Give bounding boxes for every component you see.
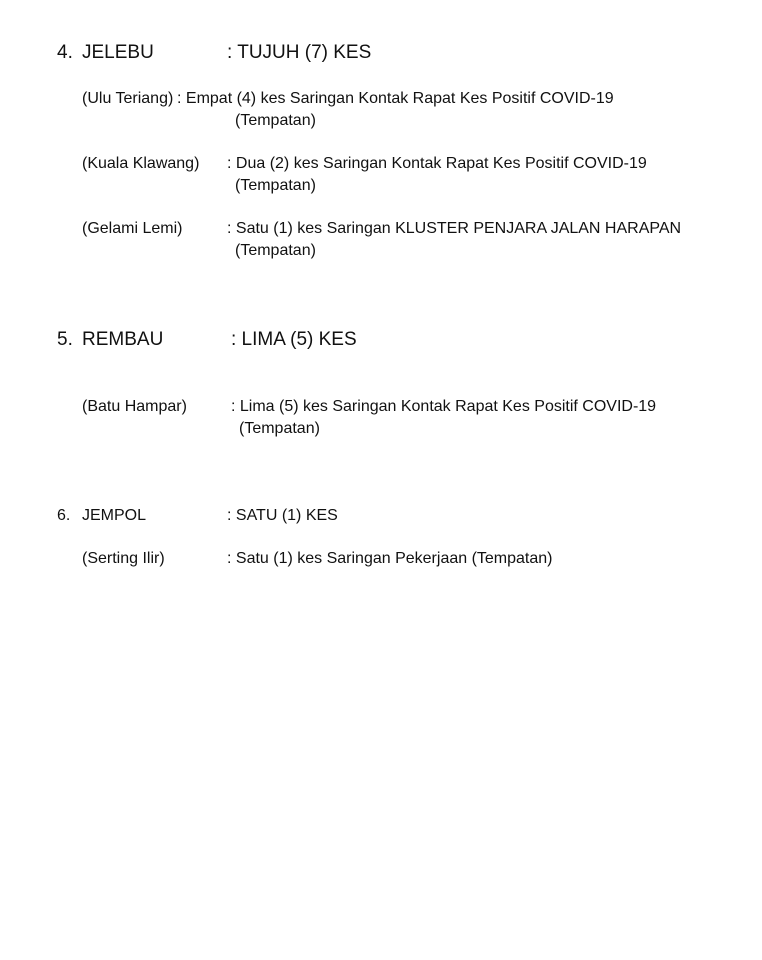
location-label: (Ulu Teriang) [82, 90, 174, 107]
case-count: : TUJUH (7) KES [227, 42, 372, 63]
district-name: REMBAU [82, 329, 164, 350]
section-number: 6. [57, 507, 71, 524]
case-source: (Tempatan) [235, 177, 316, 194]
district-name: JEMPOL [82, 507, 147, 524]
section-number: 5. [57, 329, 73, 350]
case-detail: : Lima (5) kes Saringan Kontak Rapat Kes Positif COVID-19 [231, 398, 657, 415]
case-detail: : Empat (4) kes Saringan Kontak Rapat Kes Positif COVID-19 [177, 90, 614, 107]
case-source: (Tempatan) [235, 242, 316, 259]
case-count: : SATU (1) KES [227, 507, 338, 524]
case-detail: : Satu (1) kes Saringan KLUSTER PENJARA JALAN HARAPAN [227, 220, 682, 237]
case-source: (Tempatan) [239, 420, 320, 437]
location-label: (Kuala Klawang) [82, 155, 200, 172]
case-detail: : Satu (1) kes Saringan Pekerjaan (Tempatan) [227, 550, 553, 567]
case-count: : LIMA (5) KES [231, 329, 357, 350]
district-name: JELEBU [82, 42, 154, 63]
case-detail: : Dua (2) kes Saringan Kontak Rapat Kes Positif COVID-19 [227, 155, 647, 172]
location-label: (Batu Hampar) [82, 398, 187, 415]
section-number: 4. [57, 42, 73, 63]
location-label: (Serting Ilir) [82, 550, 165, 567]
case-source: (Tempatan) [235, 112, 316, 129]
location-label: (Gelami Lemi) [82, 220, 183, 237]
